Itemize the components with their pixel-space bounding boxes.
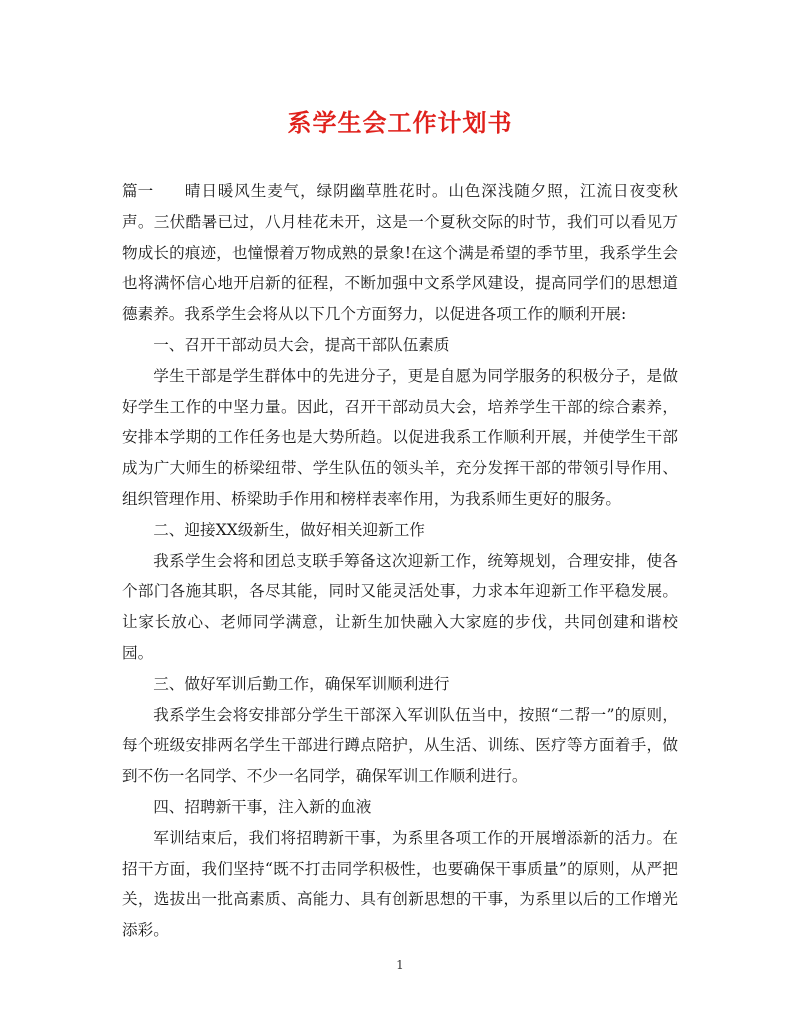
document-body bbox=[122, 176, 678, 946]
intro-text: 晴日暖风生麦气，绿阴幽草胜花时。山色深浅随夕照，江流日夜变秋声。三伏酷暑已过，八月桂花未开，这是一个夏秋交际的时节，我们可以看见万物成长的痕迹，也憧憬着万物成熟的景象!在这个满是希望的季节里，我系学生会也将满怀信心地开启新的征程，不断加强中文系学风建设，提高同学们的思想道德素养。我系学生会将从以下几个方面努力，以促进各项工作的顺利开展: bbox=[122, 182, 678, 324]
section-paragraph: 学生干部是学生群体中的先进分子，更是自愿为同学服务的积极分子，是做好学生工作的中坚力量。因此，召开干部动员大会，培养学生干部的综合素养，安排本学期的工作任务也是大势所趋。以促进我系工作顺利开展，并使学生干部成为广大师生的桥梁纽带、学生队伍的领头羊，充分发挥干部的带领引导作用、组织管理作用、桥梁助手作用和榜样表率作用，为我系师生更好的服务。 bbox=[122, 366, 678, 508]
section-label: 篇一 bbox=[122, 182, 154, 200]
section-heading: 四、招聘新干事，注入新的血液 bbox=[153, 797, 372, 816]
section-heading: 二、迎接XX级新生，做好相关迎新工作 bbox=[153, 520, 425, 539]
document-title: 系学生会工作计划书 bbox=[287, 108, 513, 137]
section-paragraph: 我系学生会将和团总支联手筹备这次迎新工作，统筹规划，合理安排，使各个部门各施其职，各尽其能，同时又能灵活处事，力求本年迎新工作平稳发展。让家长放心、老师同学满意，让新生加快融入大家庭的步伐，共同创建和谐校园。 bbox=[122, 551, 678, 662]
page-number: 1 bbox=[396, 958, 404, 972]
section-paragraph: 我系学生会将安排部分学生干部深入军训队伍当中，按照“二帮一”的原则，每个班级安排两名学生干部进行蹲点陪护，从生活、训练、医疗等方面着手，做到不伤一名同学、不少一名同学，确保军训工作顺利进行。 bbox=[122, 705, 678, 786]
section-paragraph: 军训结束后，我们将招聘新干事，为系里各项工作的开展增添新的活力。在招干方面，我们坚持“既不打击同学积极性，也要确保干事质量”的原则，从严把关，选拔出一批高素质、高能力、具有创新思想的干事，为系里以后的工作增光添彩。 bbox=[122, 828, 678, 940]
section-heading: 三、做好军训后勤工作，确保军训顺利进行 bbox=[153, 674, 450, 693]
section-heading: 一、召开干部动员大会，提高干部队伍素质 bbox=[153, 335, 450, 354]
intro-paragraph bbox=[122, 176, 678, 330]
